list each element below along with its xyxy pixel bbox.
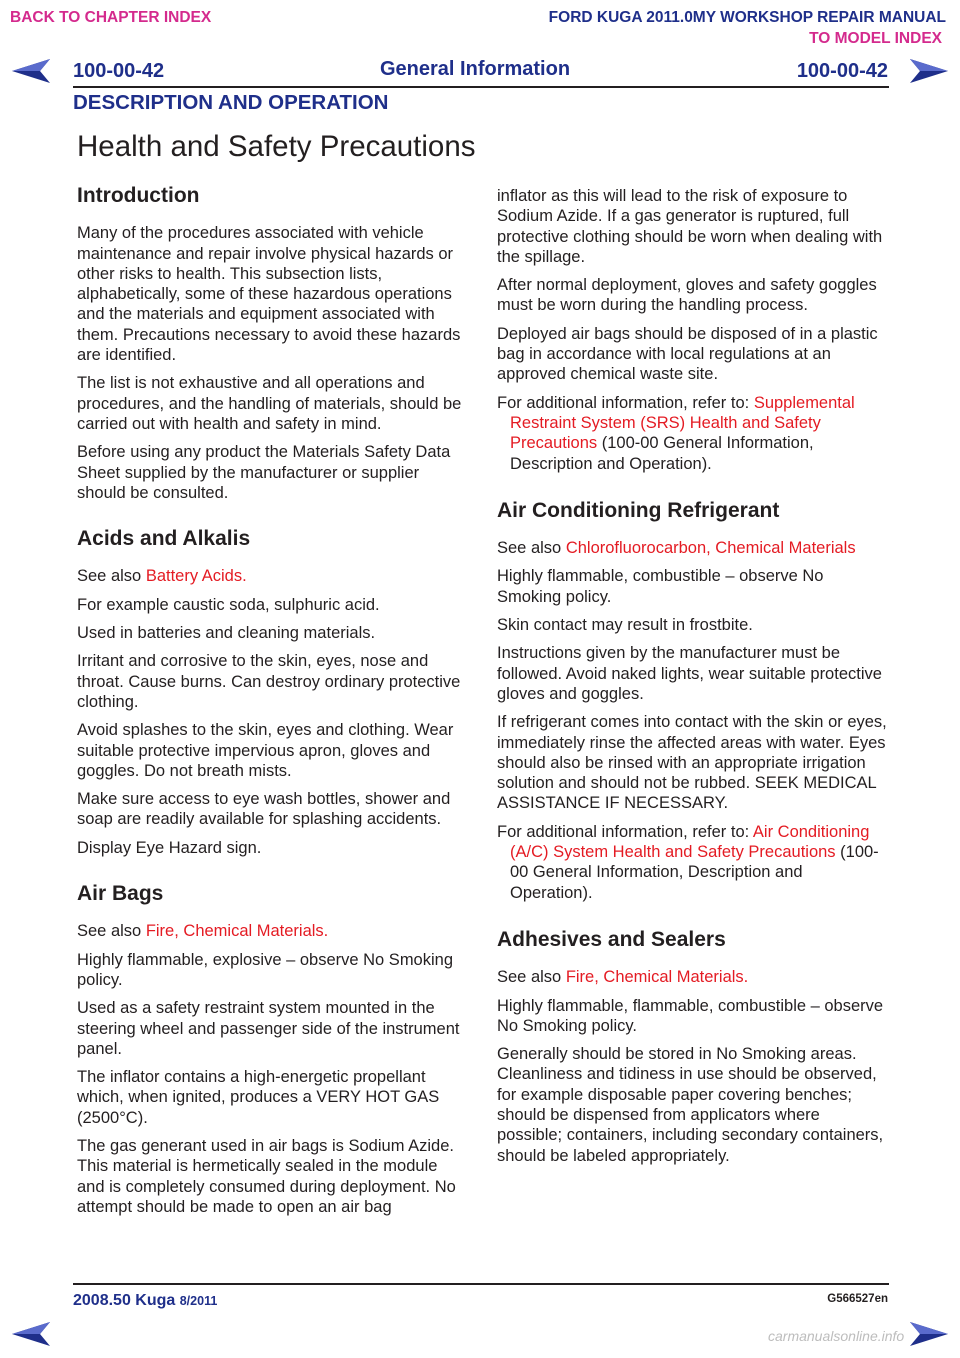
acids-paragraph-5: Make sure access to eye wash bottles, shower and soap are readily available for splashing accidents. bbox=[77, 790, 451, 829]
adhesives-paragraph-2: Generally should be stored in No Smoking areas. Cleanliness and tidiness in use should be observed, for example disposable paper covering benches; should be dispensed from applicators where possible; containers, including secondary containers, should be labeled appropriately. bbox=[497, 1045, 884, 1165]
ac-paragraph-4: If refrigerant comes into contact with the skin or eyes, immediately rinse the affected areas with water. Eyes should also be rinsed with an appropriate irrigation solution and should not be rubbed. SEEK MEDICAL ASSISTANCE IF NECESSARY. bbox=[497, 713, 887, 813]
right-arrow-icon[interactable] bbox=[908, 58, 950, 84]
air-bags-heading: Air Bags bbox=[77, 882, 164, 906]
battery-acids-link[interactable]: Battery Acids. bbox=[145, 567, 247, 586]
intro-paragraph-3: Before using any product the Materials Safety Data Sheet supplied by the manufacturer or supplier should be consulted. bbox=[77, 443, 451, 502]
ac-paragraph-1: Highly flammable, combustible – observe No Smoking policy. bbox=[497, 567, 824, 606]
section-title: DESCRIPTION AND OPERATION bbox=[73, 91, 389, 114]
ac-reference bbox=[497, 822, 889, 903]
page-number-right: 100-00-42 bbox=[796, 60, 888, 82]
acids-see-also bbox=[77, 566, 469, 586]
chapter-title: General Information bbox=[380, 58, 571, 80]
ac-paragraph-2: Skin contact may result in frostbite. bbox=[497, 616, 753, 635]
reference-prefix: For additional information, refer to: bbox=[497, 393, 750, 412]
air-bags-paragraph-3: The inflator contains a high-energetic propellant which, when ignited, produces a VERY HOT GAS (2500°C). bbox=[77, 1068, 440, 1127]
left-arrow-icon[interactable] bbox=[10, 58, 52, 84]
air-bags-cont-paragraph-2: After normal deployment, gloves and safety goggles must be worn during the handling process. bbox=[497, 276, 877, 315]
air-bags-cont-paragraph-3: Deployed air bags should be disposed of in a plastic bag in accordance with local regulations at an approved chemical waste site. bbox=[497, 324, 878, 384]
left-arrow-icon[interactable] bbox=[10, 1321, 52, 1347]
to-model-index-link[interactable]: TO MODEL INDEX bbox=[809, 30, 942, 47]
air-bags-paragraph-2: Used as a safety restraint system mounted in the steering wheel and passenger side of the instrument panel. bbox=[77, 999, 460, 1058]
air-bags-reference bbox=[497, 393, 889, 474]
reference-suffix: (100-00 General Information, Description and Operation). bbox=[510, 434, 814, 473]
adhesives-paragraph-1: Highly flammable, flammable, combustible – observe No Smoking policy. bbox=[497, 996, 884, 1035]
reference-prefix: For additional information, refer to: bbox=[497, 822, 750, 841]
see-also-label: See also bbox=[497, 968, 562, 987]
acids-heading: Acids and Alkalis bbox=[77, 527, 251, 551]
watermark: carmanualsonline.info bbox=[768, 1328, 905, 1344]
fire-chemical-materials-link[interactable]: Fire, Chemical Materials. bbox=[145, 922, 329, 941]
page-number-left: 100-00-42 bbox=[73, 60, 165, 82]
footer-rule bbox=[73, 1283, 889, 1285]
adhesives-heading: Adhesives and Sealers bbox=[497, 927, 726, 951]
see-also-label: See also bbox=[497, 539, 562, 558]
manual-title: FORD KUGA 2011.0MY WORKSHOP REPAIR MANUAL bbox=[548, 9, 946, 26]
intro-paragraph-2: The list is not exhaustive and all operations and procedures, and the handling of materials, should be carried out with health and safety in mind. bbox=[77, 374, 462, 433]
ac-health-safety-link[interactable]: Air Conditioning (A/C) System Health and Safety Precautions bbox=[510, 822, 870, 862]
acids-paragraph-4: Avoid splashes to the skin, eyes and clothing. Wear suitable protective impervious apron, gloves and goggles. Do not breath mists. bbox=[77, 721, 454, 780]
srs-health-safety-link[interactable]: Supplemental Restraint System (SRS) Health and Safety Precautions bbox=[510, 393, 855, 453]
page-title: Health and Safety Precautions bbox=[77, 130, 476, 163]
ac-paragraph-3: Instructions given by the manufacturer must be followed. Avoid naked lights, wear suitable protective gloves and goggles. bbox=[497, 644, 882, 703]
air-bags-cont-paragraph-1: inflator as this will lead to the risk of exposure to Sodium Azide. If a gas generator is ruptured, full protective clothing should be worn when dealing with the spillage. bbox=[497, 187, 883, 266]
acids-paragraph-6: Display Eye Hazard sign. bbox=[77, 838, 262, 857]
fire-chemical-materials-link[interactable]: Fire, Chemical Materials. bbox=[565, 968, 749, 987]
header-rule bbox=[73, 86, 889, 88]
acids-paragraph-3: Irritant and corrosive to the skin, eyes, nose and throat. Cause burns. Can destroy ordinary protective clothing. bbox=[77, 652, 461, 711]
footer-date: 8/2011 bbox=[179, 1294, 218, 1308]
air-bags-paragraph-1: Highly flammable, explosive – observe No Smoking policy. bbox=[77, 950, 454, 989]
right-arrow-icon[interactable] bbox=[908, 1321, 950, 1347]
adhesives-see-also bbox=[497, 967, 889, 987]
acids-paragraph-1: For example caustic soda, sulphuric acid. bbox=[77, 595, 380, 614]
figure-code: G566527en bbox=[827, 1293, 888, 1305]
air-bags-see-also bbox=[77, 921, 469, 941]
reference-suffix: (100-00 General Information, Description and Operation). bbox=[510, 843, 879, 902]
air-bags-paragraph-4: The gas generant used in air bags is Sodium Azide. This material is hermetically sealed in the module and is completely consumed during deployment. No attempt should be made to open an air bag bbox=[77, 1136, 456, 1216]
footer-model: 2008.50 Kuga bbox=[73, 1292, 176, 1309]
ac-see-also bbox=[497, 538, 889, 558]
intro-paragraph-1: Many of the procedures associated with vehicle maintenance and repair involve physical hazards or other risks to health. This subsection lists, alphabetically, some of these hazardous operations and the materials and equipment associated with them. Precautions necessary to avoid these hazards are identified. bbox=[77, 224, 461, 365]
back-to-chapter-index-link[interactable]: BACK TO CHAPTER INDEX bbox=[10, 9, 212, 26]
air-conditioning-heading: Air Conditioning Refrigerant bbox=[497, 498, 780, 522]
right-column bbox=[497, 186, 889, 1174]
acids-paragraph-2: Used in batteries and cleaning materials. bbox=[77, 624, 376, 643]
see-also-label: See also bbox=[77, 567, 142, 586]
introduction-heading: Introduction bbox=[77, 184, 200, 207]
footer-model-date bbox=[73, 1292, 217, 1310]
see-also-label: See also bbox=[77, 922, 142, 941]
chlorofluorocarbon-link[interactable]: Chlorofluorocarbon, Chemical Materials bbox=[565, 539, 856, 558]
left-column bbox=[77, 186, 469, 1225]
